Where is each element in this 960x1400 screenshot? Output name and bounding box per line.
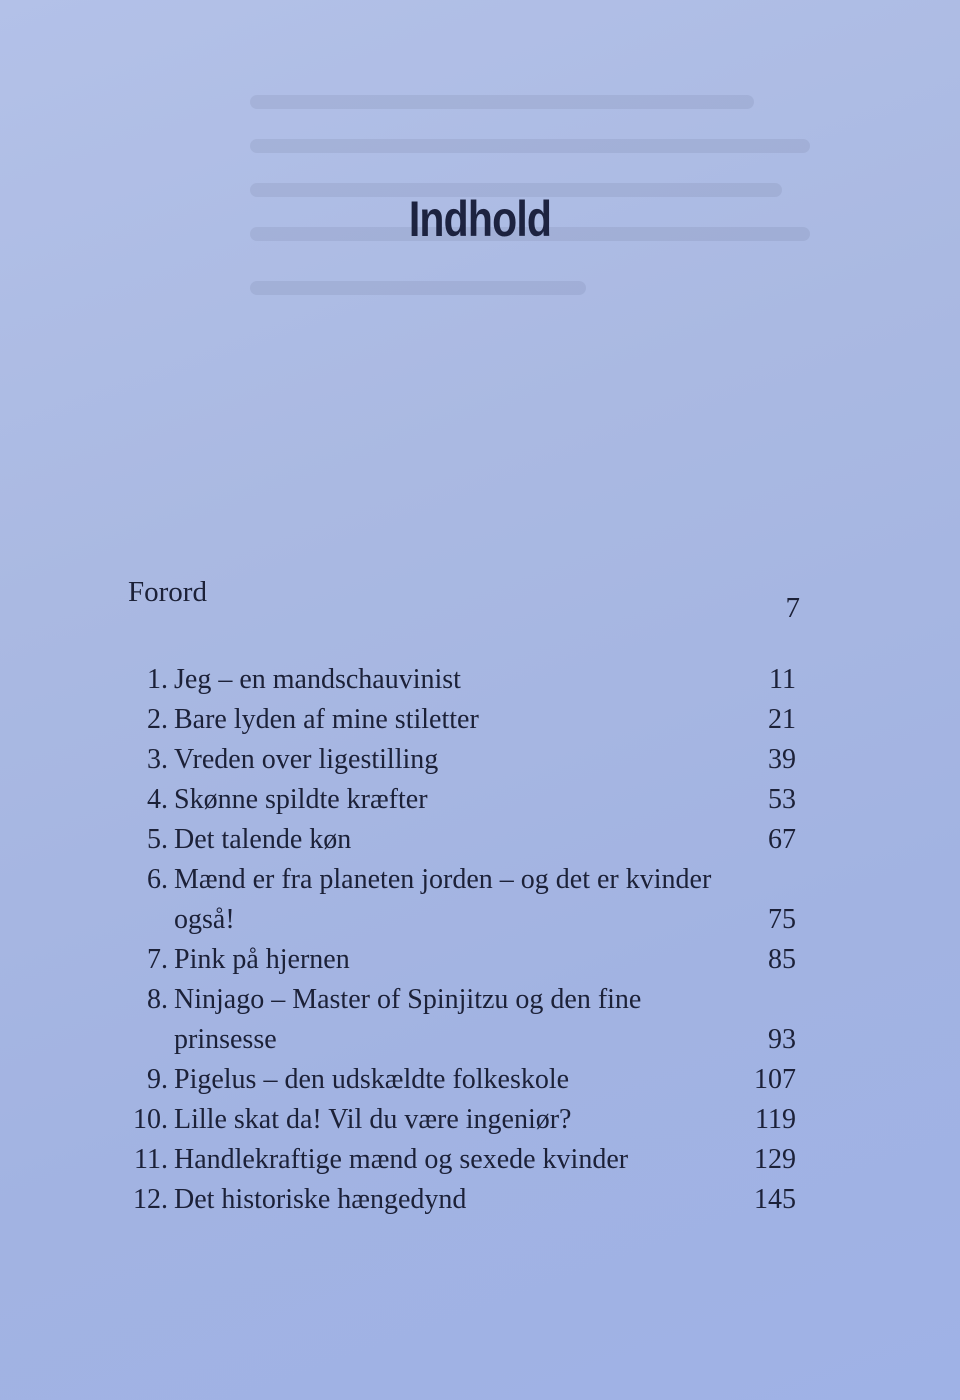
toc-entry [120, 1100, 796, 1140]
chapter-page-number: 75 [768, 904, 796, 935]
toc-entry [120, 660, 796, 700]
foreword-label: Forord [128, 576, 207, 608]
chapter-page-number: 119 [755, 1104, 796, 1135]
foreword-page-number: 7 [785, 592, 800, 624]
chapter-title: Pigelus – den udskældte folkeskole [174, 1064, 570, 1095]
toc-entry [120, 860, 796, 940]
chapter-page-number: 67 [768, 824, 796, 855]
chapter-title: Ninjago – Master of Spinjitzu og den fine prinsesse [174, 984, 642, 1055]
chapter-title: Jeg – en mandschauvinist [174, 664, 461, 695]
toc-entry [120, 980, 796, 1060]
chapter-page-number: 107 [754, 1064, 796, 1095]
toc-entry [120, 780, 796, 820]
chapter-page-number: 129 [754, 1144, 796, 1175]
chapter-title: Det talende køn [174, 824, 352, 855]
chapter-number: 10. [133, 1104, 168, 1135]
chapter-page-number: 53 [768, 784, 796, 815]
toc-foreword [128, 576, 800, 626]
chapter-number: 2. [147, 704, 168, 735]
chapter-number: 11. [134, 1144, 168, 1175]
toc-entry [120, 700, 796, 740]
chapter-page-number: 85 [768, 944, 796, 975]
toc-list [120, 660, 796, 1220]
chapter-page-number: 145 [754, 1184, 796, 1215]
chapter-number: 12. [133, 1184, 168, 1215]
toc-entry [120, 1060, 796, 1100]
chapter-title: Skønne spildte kræfter [174, 784, 428, 815]
chapter-title: Det historiske hængedynd [174, 1184, 467, 1215]
chapter-page-number: 11 [769, 664, 796, 695]
chapter-title: Bare lyden af mine stiletter [174, 704, 479, 735]
chapter-number: 7. [147, 944, 168, 975]
toc-entry [120, 1180, 796, 1220]
chapter-number: 8. [147, 984, 168, 1015]
chapter-title: Mænd er fra planeten jorden – og det er kvinder også! [174, 864, 712, 935]
chapter-number: 1. [147, 664, 168, 695]
toc-entry [120, 820, 796, 860]
toc-entry [120, 740, 796, 780]
toc-entry [120, 1140, 796, 1180]
chapter-title: Pink på hjernen [174, 944, 350, 975]
chapter-title: Lille skat da! Vil du være ingeniør? [174, 1104, 572, 1135]
chapter-title: Vreden over ligestilling [174, 744, 439, 775]
chapter-number: 4. [147, 784, 168, 815]
chapter-page-number: 21 [768, 704, 796, 735]
chapter-number: 3. [147, 744, 168, 775]
chapter-number: 6. [147, 864, 168, 895]
chapter-page-number: 39 [768, 744, 796, 775]
page-title: Indhold [408, 191, 552, 247]
chapter-page-number: 93 [768, 1024, 796, 1055]
chapter-number: 5. [147, 824, 168, 855]
chapter-title: Handlekraftige mænd og sexede kvinder [174, 1144, 629, 1175]
chapter-number: 9. [147, 1064, 168, 1095]
toc-entry [120, 940, 796, 980]
